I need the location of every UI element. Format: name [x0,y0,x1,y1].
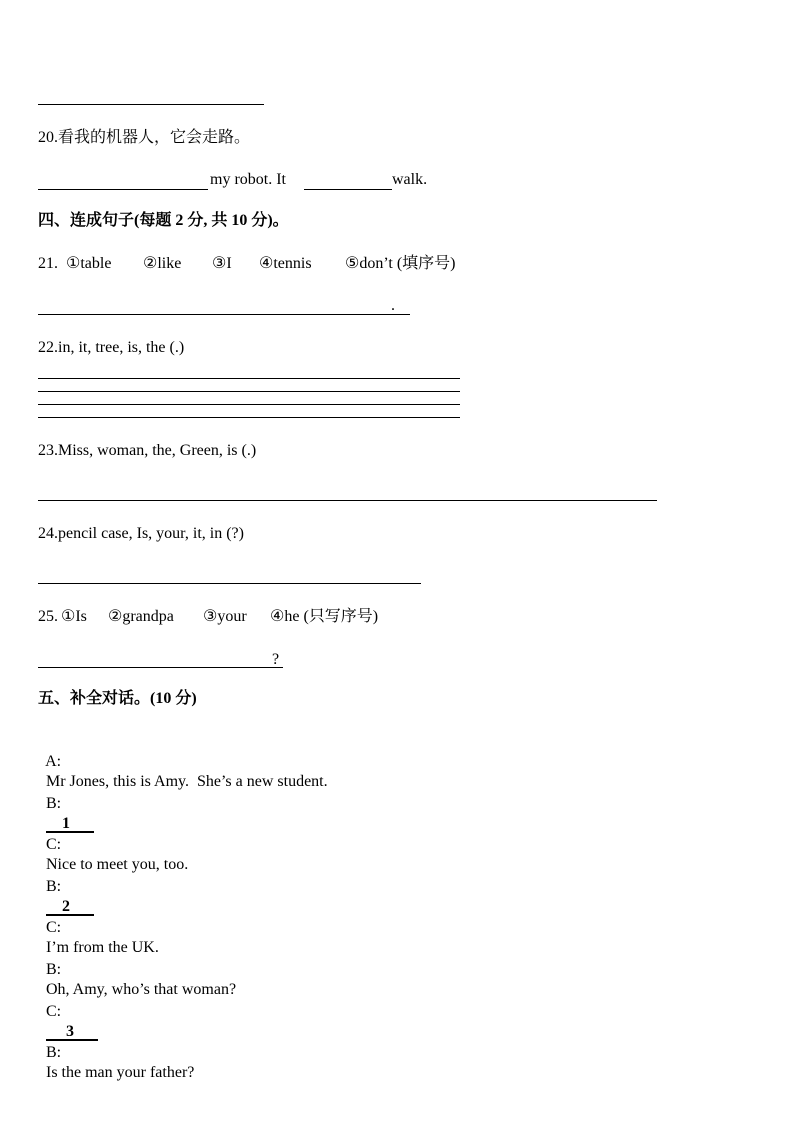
q23-answer-line[interactable] [38,500,657,501]
speaker-label: B: [46,795,62,812]
q24-answer-line[interactable] [38,583,421,584]
q25-number: 25. [38,608,58,625]
speaker-label: C: [46,919,62,936]
q19-answer-line[interactable] [38,104,264,105]
q25-word-1: ①Is [61,608,87,625]
speaker-label: B: [46,1044,62,1061]
q20-text-2: walk. [392,171,428,188]
q23-prompt: 23.Miss, woman, the, Green, is (.) [38,442,257,459]
q21-word-4: ④tennis [259,255,312,272]
dialogue-text: I’m from the UK. [46,939,159,956]
q25-end-mark: ? [272,651,280,668]
q21-end-mark: . [391,297,395,314]
dialogue-blank-3[interactable]: 3 [66,1023,74,1040]
q20-blank-1[interactable] [38,189,208,190]
dialogue-blank-1[interactable]: 1 [62,815,70,832]
dialogue-text: Nice to meet you, too. [46,856,189,873]
section-5-title: 五、补全对话。(10 分) [38,690,197,707]
q21-word-1: ①table [66,255,112,272]
q20-blank-2[interactable] [304,189,392,190]
q20-text-1: my robot. It [210,171,286,188]
q22-prompt: 22.in, it, tree, is, the (.) [38,339,185,356]
speaker-label: C: [46,1003,62,1020]
q21-word-3: ③I [212,255,232,272]
dialogue-line-8 [38,1023,194,1083]
q21-number: 21. [38,255,58,272]
q22-answer-line-1[interactable] [38,378,460,379]
q20-prompt: 20.看我的机器人，它会走路。 [38,129,251,146]
q25-answer-line[interactable] [38,667,283,668]
q25-word-3: ③your [203,608,247,625]
dialogue-text: Is the man your father? [46,1064,195,1081]
speaker-label: A: [45,753,62,770]
dialogue-text: Mr Jones, this is Amy. She’s a new student. [46,773,328,790]
q25-word-2: ②grandpa [108,608,174,625]
q25-word-4: ④he (只写序号) [270,608,379,625]
speaker-label: C: [46,836,62,853]
dialogue-blank-2[interactable]: 2 [62,898,70,915]
dialogue-text: Oh, Amy, who’s that woman? [46,981,237,998]
q24-prompt: 24.pencil case, Is, your, it, in (?) [38,525,244,542]
q21-word-2: ②like [143,255,182,272]
q22-answer-line-2[interactable] [38,391,460,392]
speaker-label: B: [46,878,62,895]
q22-answer-line-4[interactable] [38,417,460,418]
section-4-title: 四、连成句子(每题 2 分, 共 10 分)。 [38,212,289,229]
q21-word-5: ⑤don’t (填序号) [345,255,456,272]
speaker-label: B: [46,961,62,978]
q22-answer-line-3[interactable] [38,404,460,405]
q21-answer-line[interactable] [38,314,410,315]
